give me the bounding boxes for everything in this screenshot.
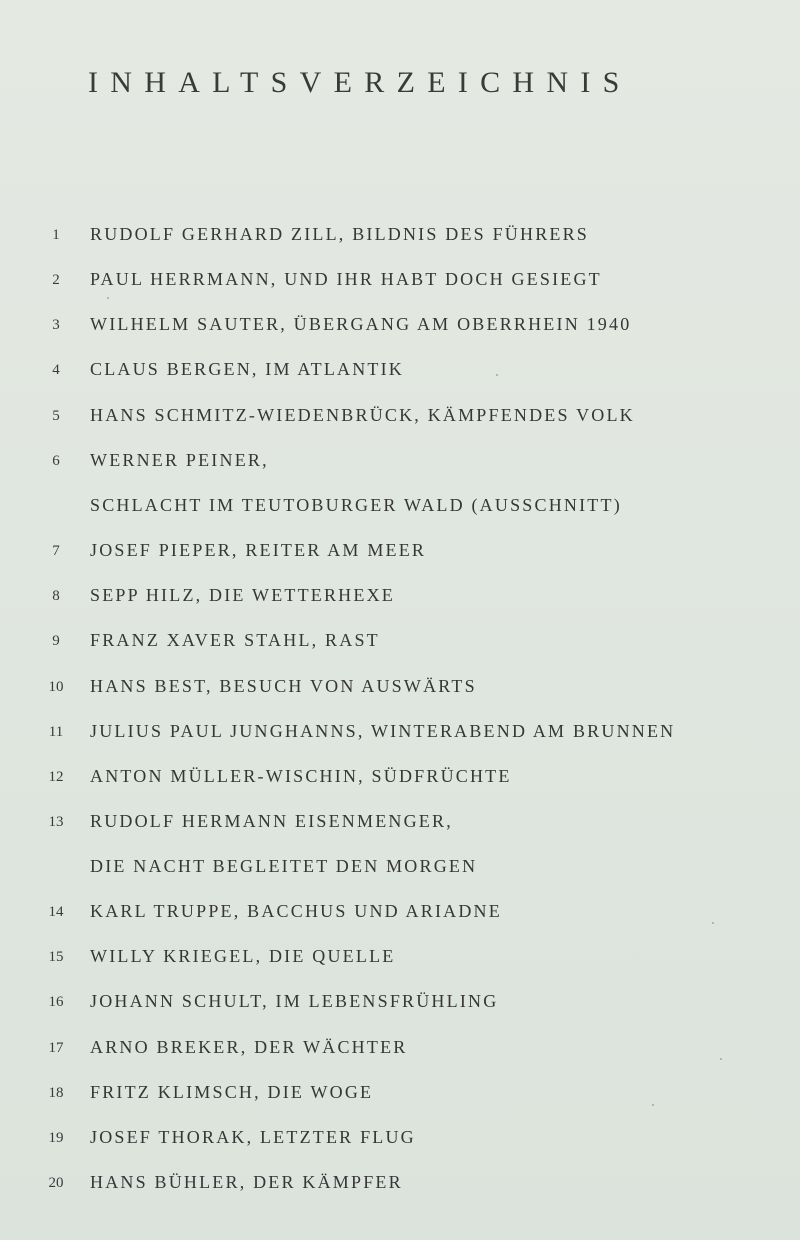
toc-entry bbox=[0, 1172, 800, 1196]
entry-text: RUDOLF HERMANN EISENMENGER, bbox=[90, 811, 453, 831]
entry-number: 12 bbox=[48, 769, 64, 785]
entry-text: RUDOLF GERHARD ZILL, BILDNIS DES FÜHRERS bbox=[90, 224, 590, 244]
toc-entry bbox=[0, 269, 800, 293]
entry-text: ANTON MÜLLER-WISCHIN, SÜDFRÜCHTE bbox=[90, 766, 512, 786]
paper-speck bbox=[712, 922, 714, 924]
entry-text: FRITZ KLIMSCH, DIE WOGE bbox=[90, 1082, 374, 1102]
toc-entry bbox=[0, 991, 800, 1015]
entry-text: FRANZ XAVER STAHL, RAST bbox=[90, 630, 380, 650]
toc-entry bbox=[0, 901, 800, 925]
toc-entry bbox=[0, 630, 800, 654]
toc-entry bbox=[0, 1037, 800, 1061]
entry-number: 11 bbox=[48, 724, 64, 740]
entry-text: HANS BÜHLER, DER KÄMPFER bbox=[90, 1172, 403, 1192]
page-title: INHALTSVERZEICHNIS bbox=[88, 66, 632, 99]
entry-number: 2 bbox=[52, 272, 60, 288]
entry-number: 3 bbox=[52, 317, 60, 333]
toc-entry bbox=[0, 585, 800, 609]
paper-speck bbox=[496, 374, 498, 376]
toc-entry bbox=[0, 721, 800, 745]
entry-number: 17 bbox=[48, 1040, 64, 1056]
entry-text: JOSEF PIEPER, REITER AM MEER bbox=[90, 540, 427, 560]
toc-entry-continuation bbox=[0, 856, 800, 880]
entry-text: WILLY KRIEGEL, DIE QUELLE bbox=[90, 946, 396, 966]
toc-entry bbox=[0, 946, 800, 970]
toc-entry bbox=[0, 359, 800, 383]
entry-text: JULIUS PAUL JUNGHANNS, WINTERABEND AM BRUNNEN bbox=[90, 721, 676, 741]
entry-number: 13 bbox=[48, 814, 64, 830]
paper-speck bbox=[720, 1058, 722, 1060]
toc-entry bbox=[0, 450, 800, 474]
entry-number: 16 bbox=[48, 994, 64, 1010]
entry-number: 19 bbox=[48, 1130, 64, 1146]
entry-number: 20 bbox=[48, 1175, 64, 1191]
toc-entry bbox=[0, 1127, 800, 1151]
entry-number: 10 bbox=[48, 679, 64, 695]
toc-entry bbox=[0, 405, 800, 429]
entry-number: 6 bbox=[52, 453, 60, 469]
entry-text: SEPP HILZ, DIE WETTERHEXE bbox=[90, 585, 395, 605]
entry-text: DIE NACHT BEGLEITET DEN MORGEN bbox=[90, 856, 478, 876]
entry-text: KARL TRUPPE, BACCHUS UND ARIADNE bbox=[90, 901, 502, 921]
entry-text: WILHELM SAUTER, ÜBERGANG AM OBERRHEIN 1940 bbox=[90, 314, 632, 334]
entry-number: 9 bbox=[52, 633, 60, 649]
entry-number: 5 bbox=[52, 408, 60, 424]
entry-number: 1 bbox=[52, 227, 60, 243]
toc-entry bbox=[0, 676, 800, 700]
toc-entry bbox=[0, 314, 800, 338]
entry-text: HANS SCHMITZ-WIEDENBRÜCK, KÄMPFENDES VOLK bbox=[90, 405, 635, 425]
paper-speck bbox=[107, 297, 109, 299]
entry-text: CLAUS BERGEN, IM ATLANTIK bbox=[90, 359, 404, 379]
entry-text: SCHLACHT IM TEUTOBURGER WALD (AUSSCHNITT) bbox=[90, 495, 622, 515]
toc-entry-continuation bbox=[0, 495, 800, 519]
paper-speck bbox=[652, 1104, 654, 1106]
toc-entry bbox=[0, 224, 800, 248]
toc-entry bbox=[0, 766, 800, 790]
toc-entry bbox=[0, 811, 800, 835]
entry-text: JOSEF THORAK, LETZTER FLUG bbox=[90, 1127, 416, 1147]
entry-text: JOHANN SCHULT, IM LEBENSFRÜHLING bbox=[90, 991, 499, 1011]
entry-number: 8 bbox=[52, 588, 60, 604]
entry-number: 15 bbox=[48, 949, 64, 965]
entry-text: HANS BEST, BESUCH VON AUSWÄRTS bbox=[90, 676, 477, 696]
entry-text: WERNER PEINER, bbox=[90, 450, 269, 470]
toc-entry bbox=[0, 540, 800, 564]
toc-entry bbox=[0, 1082, 800, 1106]
entry-text: ARNO BREKER, DER WÄCHTER bbox=[90, 1037, 408, 1057]
entry-number: 14 bbox=[48, 904, 64, 920]
entry-number: 18 bbox=[48, 1085, 64, 1101]
entry-number: 4 bbox=[52, 362, 60, 378]
entry-text: PAUL HERRMANN, UND IHR HABT DOCH GESIEGT bbox=[90, 269, 602, 289]
entry-number: 7 bbox=[52, 543, 60, 559]
